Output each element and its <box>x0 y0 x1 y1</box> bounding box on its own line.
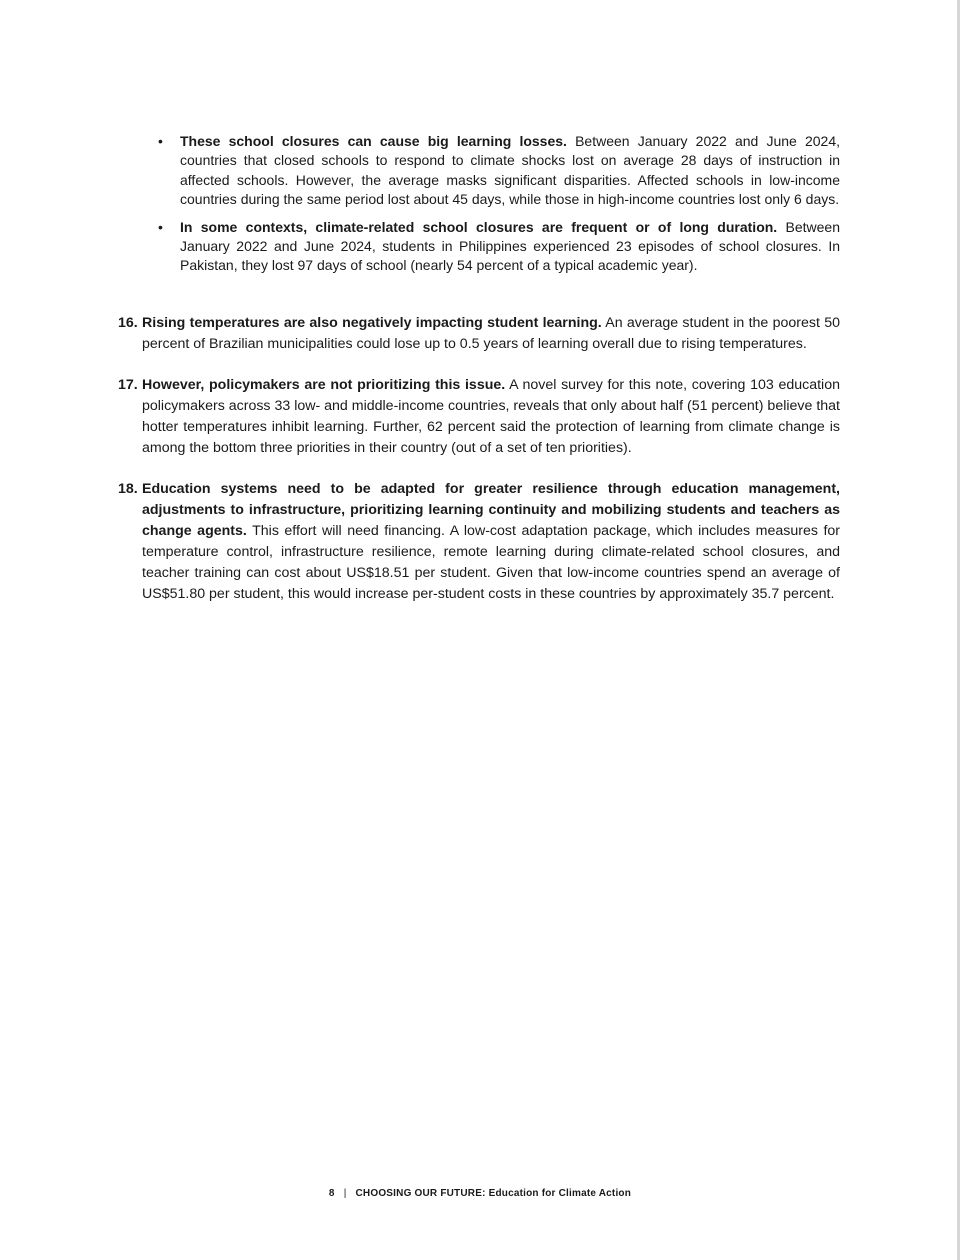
bullet-lead: In some contexts, climate-related school closures are frequent or of long duration. <box>180 218 778 235</box>
item-text: This effort will need financing. A low-cost adaptation package, which includes measures for temperature control, infrastructure resilience, remote learning during climate-related school closures, and teacher training can cost about US$18.51 per student. Given that low-income countries spend an average of US$51.80 per student, this would increase per-student costs in these countries by approximately 35.7 percent. <box>142 523 840 602</box>
numbered-item-17 <box>118 375 840 459</box>
series-title: CHOOSING OUR FUTURE: <box>355 1188 486 1199</box>
item-number: 18. <box>118 481 138 497</box>
item-text: An average student in the poorest 50 percent of Brazilian municipalities could lose up to 0.5 years of learning overall due to rising temperatures. <box>142 315 840 352</box>
item-lead: Rising temperatures are also negatively impacting student learning. <box>142 315 602 331</box>
bullet-list <box>158 132 841 284</box>
bullet-marker: • <box>158 133 163 149</box>
numbered-item-16 <box>118 313 840 355</box>
bullet-marker: • <box>158 218 163 235</box>
item-lead: However, policymakers are not prioritizing this issue. <box>142 377 506 393</box>
item-lead: Education systems need to be adapted for greater resilience through education management, adjustments to infrastructure, prioritizing learning continuity and mobilizing students and teachers as change agents. <box>142 481 840 539</box>
numbered-item-18 <box>118 479 840 605</box>
bullet-item <box>158 218 841 276</box>
bullet-text: Between January 2022 and June 2024, students in Philippines experienced 23 episodes of school closures. In Pakistan, they lost 97 days of school (nearly 54 percent of a typical academic year). <box>180 218 841 274</box>
bullet-text: Between January 2022 and June 2024, countries that closed schools to respond to climate shocks lost on average 28 days of instruction in affected schools. However, the average masks significant disparities. Affected schools in low-income countries during the same period lost about 45 days, while those in high-income countries lost only 6 days. <box>180 133 840 208</box>
bullet-item <box>158 132 840 210</box>
bullet-lead: These school closures can cause big learning losses. <box>180 133 567 149</box>
item-number: 17. <box>118 377 138 393</box>
item-number: 16. <box>118 315 138 331</box>
series-subtitle: Education for Climate Action <box>488 1188 632 1199</box>
page-footer <box>0 1188 960 1199</box>
footer-separator: | <box>343 1188 347 1199</box>
page-number: 8 <box>328 1188 335 1199</box>
item-text: A novel survey for this note, covering 103 education policymakers across 33 low- and middle-income countries, reveals that only about half (51 percent) believe that hotter temperatures inhibit learning. Further, 62 percent said the protection of learning from climate change is among the bottom three priorities in their country (out of a set of ten priorities). <box>142 377 840 456</box>
numbered-list <box>118 313 840 625</box>
